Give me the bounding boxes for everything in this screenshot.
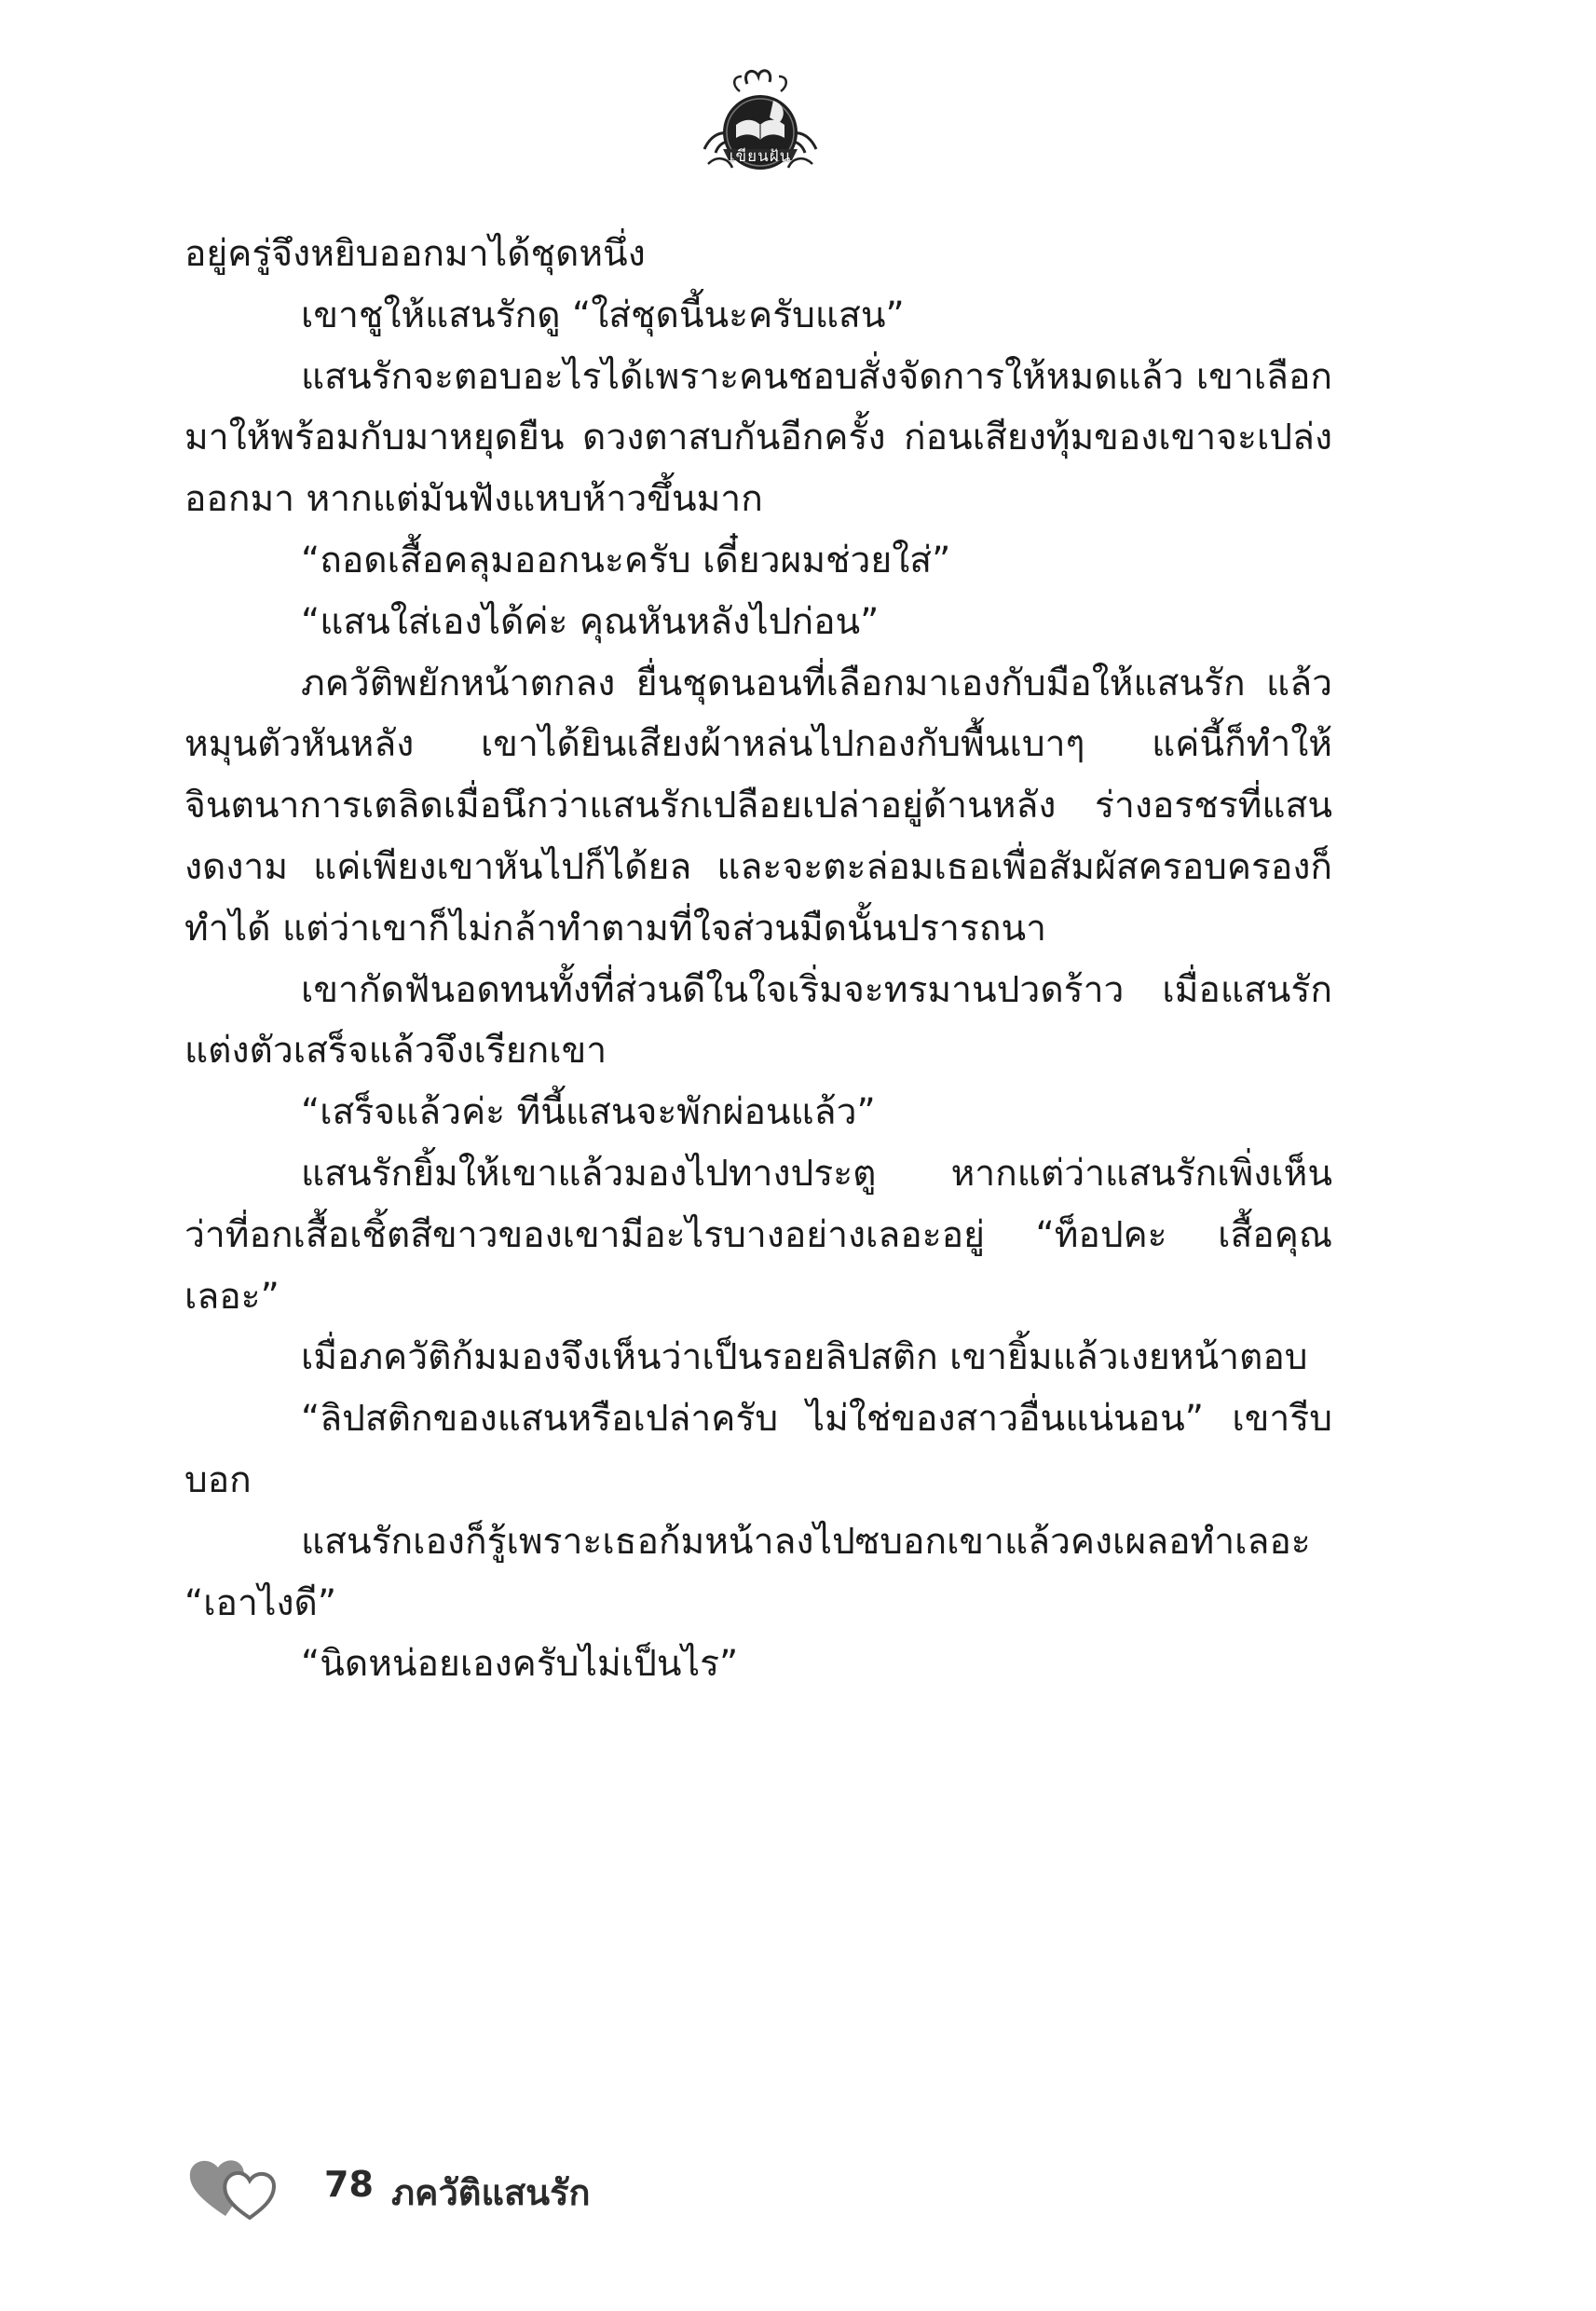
body-text xyxy=(184,224,1332,1695)
paragraph: แสนรักยิ้มให้เขาแล้วมองไปทางประตู หากแต่ว่าแสนรักเพิ่งเห็นว่าที่อกเสื้อเชิ้ตสีขาวของเขามีอะไรบางอย่างเลอะอยู่ “ท็อปคะ เสื้อคุณเลอะ” xyxy=(184,1152,1332,1318)
paragraph: เมื่อภควัติก้มมองจึงเห็นว่าเป็นรอยลิปสติก เขายิ้มแล้วเงยหน้าตอบ xyxy=(301,1336,1308,1379)
book-title: ภควัติแสนรัก xyxy=(391,2172,591,2213)
paragraph: เขากัดฟันอดทนทั้งที่ส่วนดีในใจเริ่มจะทรมานปวดร้าว เมื่อแสนรักแต่งตัวเสร็จแล้วจึงเรียกเขา xyxy=(184,968,1332,1073)
paragraph: “ลิปสติกของแสนหรือเปล่าครับ ไม่ใช่ของสาวอื่นแน่นอน” เขารีบบอก xyxy=(184,1398,1332,1501)
paragraph: “ถอดเสื้อคลุมออกนะครับ เดี๋ยวผมช่วยใส่” xyxy=(301,539,951,581)
paragraph: อยู่ครู่จึงหยิบออกมาได้ชุดหนึ่ง xyxy=(184,233,646,275)
logo-text: เขียนฝัน xyxy=(729,147,792,166)
paragraph: “แสนใส่เองได้ค่ะ คุณหันหลังไปก่อน” xyxy=(301,600,880,643)
paragraph: แสนรักเองก็รู้เพราะเธอก้มหน้าลงไปซบอกเขาแล้วคงเผลอทำเลอะ “เอาไงดี” xyxy=(184,1520,1311,1624)
paragraph: “นิดหน่อยเองครับไม่เป็นไร” xyxy=(301,1643,739,1686)
page-footer xyxy=(184,2151,1023,2222)
paragraph: ภควัติพยักหน้าตกลง ยื่นชุดนอนที่เลือกมาเองกับมือให้แสนรัก แล้วหมุนตัวหันหลัง เขาได้ยินเสียงผ้าหล่นไปกองกับพื้นเบาๆ แค่นี้ก็ทำให้จินตนาการเตลิดเมื่อนึกว่าแสนรักเปลือยเปล่าอยู่ด้านหลัง ร่างอรชรที่แสนงดงาม แค่เพียงเขาหันไปก็ได้ยล และจะตะล่อมเธอเพื่อสัมผัสครอบครองก็ทำได้ แต่ว่าเขาก็ไม่กล้าทำตามที่ใจส่วนมืดนั้นปรารถนา xyxy=(184,662,1332,950)
paragraph: แสนรักจะตอบอะไรได้เพราะคนชอบสั่งจัดการให้หมดแล้ว เขาเลือกมาให้พร้อมกับมาหยุดยืน ดวงตาสบกันอีกครั้ง ก่อนเสียงทุ้มของเขาจะเปล่งออกมา หากแต่มันฟังแหบห้าวขึ้นมาก xyxy=(184,355,1332,521)
paragraph: เขาชูให้แสนรักดู “ใส่ชุดนี้นะครับแสน” xyxy=(301,294,905,336)
hearts-icon xyxy=(184,2151,287,2222)
header-logo xyxy=(695,63,825,185)
paragraph: “เสร็จแล้วค่ะ ทีนี้แสนจะพักผ่อนแล้ว” xyxy=(301,1091,876,1134)
ornamental-emblem-icon xyxy=(695,63,825,185)
page-number: 78 xyxy=(324,2164,374,2205)
